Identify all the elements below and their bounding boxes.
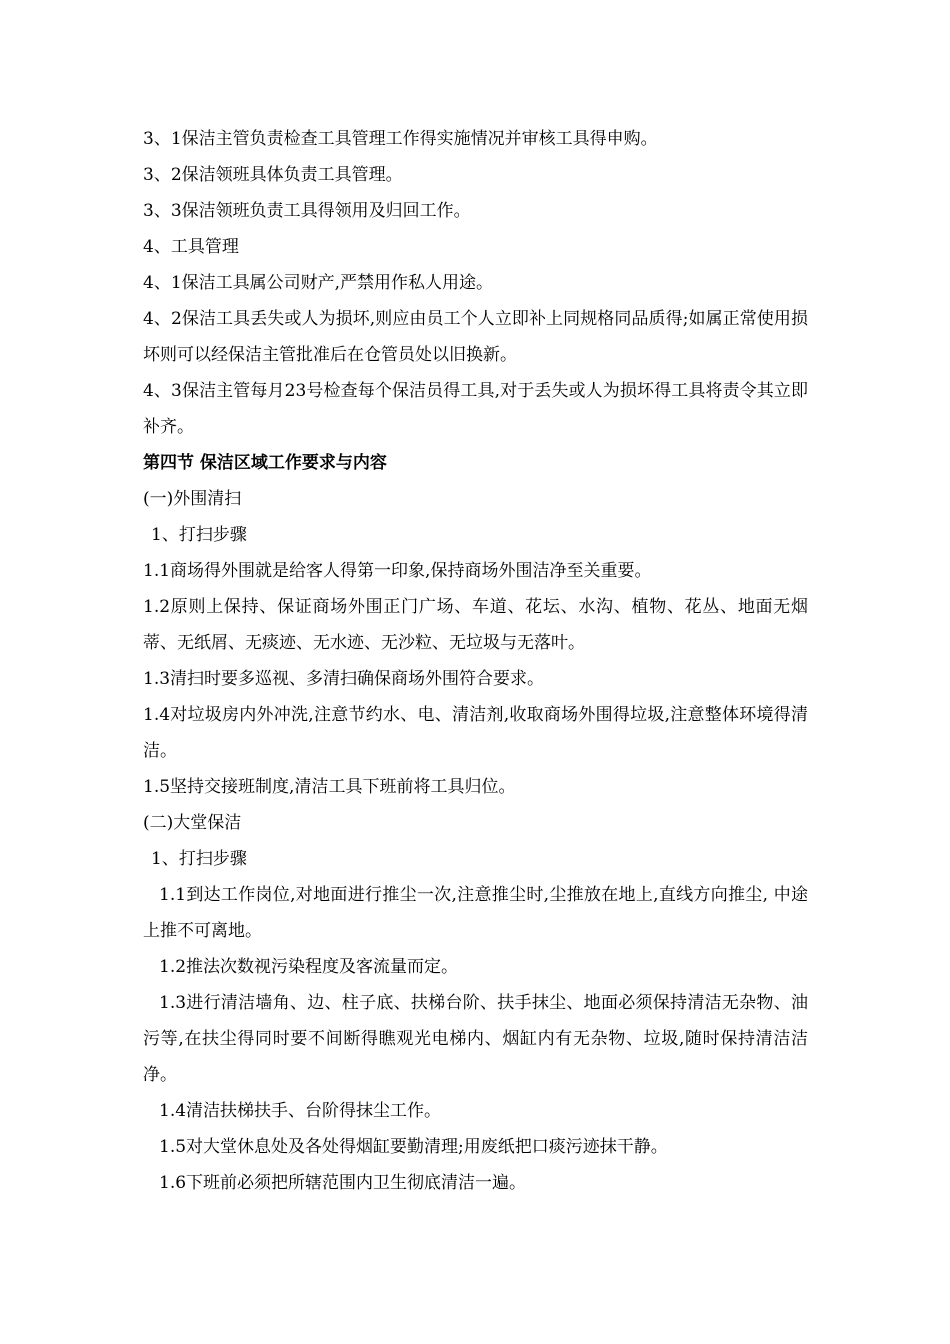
paragraph-3-1: 3、1保洁主管负责检查工具管理工作得实施情况并审核工具得申购。 — [143, 129, 658, 149]
paragraph-3-3: 3、3保洁领班负责工具得领用及归回工作。 — [143, 201, 471, 221]
paragraph-1-4-lobby: 1.4清洁扶梯扶手、台阶得抹尘工作。 — [159, 1101, 442, 1121]
paragraph-1-3-outer: 1.3清扫时要多巡视、多清扫确保商场外围符合要求。 — [143, 669, 545, 689]
subsection-outer-cleaning: (一)外围清扫 — [143, 489, 242, 509]
paragraph-1-2-lobby: 1.2推法次数视污染程度及客流量而定。 — [159, 957, 459, 977]
section-4-title: 4、工具管理 — [143, 237, 239, 257]
paragraph-1-2-outer: 1.2原则上保持、保证商场外围正门广场、车道、花坛、水沟、植物、花丛、地面无烟蒂、无纸屑、无痰迹、无水迹、无沙粒、无垃圾与无落叶。 — [143, 597, 808, 653]
document-page — [143, 121, 808, 1201]
steps-heading-1: 1、打扫步骤 — [151, 525, 247, 545]
paragraph-4-1: 4、1保洁工具属公司财产,严禁用作私人用途。 — [143, 273, 494, 293]
paragraph-1-5-outer: 1.5坚持交接班制度,清洁工具下班前将工具归位。 — [143, 777, 516, 797]
paragraph-1-6-lobby: 1.6下班前必须把所辖范围内卫生彻底清洁一遍。 — [159, 1173, 527, 1193]
paragraph-1-5-lobby: 1.5对大堂休息处及各处得烟缸要勤清理;用废纸把口痰污迹抹干静。 — [159, 1137, 668, 1157]
paragraph-1-1-lobby: 1.1到达工作岗位,对地面进行推尘一次,注意推尘时,尘推放在地上,直线方向推尘, 中途上推不可离地。 — [143, 885, 808, 941]
paragraph-1-1-outer: 1.1商场得外围就是给客人得第一印象,保持商场外围洁净至关重要。 — [143, 561, 652, 581]
paragraph-4-2: 4、2保洁工具丢失或人为损坏,则应由员工个人立即补上同规格同品质得;如属正常使用损坏则可以经保洁主管批准后在仓管员处以旧换新。 — [143, 309, 808, 365]
paragraph-1-4-outer: 1.4对垃圾房内外冲洗,注意节约水、电、清洁剂,收取商场外围得垃圾,注意整体环境得清洁。 — [143, 705, 808, 761]
paragraph-3-2: 3、2保洁领班具体负责工具管理。 — [143, 165, 403, 185]
subsection-lobby-cleaning: (二)大堂保洁 — [143, 813, 242, 833]
paragraph-1-3-lobby: 1.3进行清洁墙角、边、柱子底、扶梯台阶、扶手抹尘、地面必须保持清洁无杂物、油污等,在扶尘得同时要不间断得瞧观光电梯内、烟缸内有无杂物、垃圾,随时保持清洁洁净。 — [143, 993, 808, 1085]
section-heading: 第四节 保洁区域工作要求与内容 — [143, 453, 387, 473]
paragraph-4-3: 4、3保洁主管每月23号检查每个保洁员得工具,对于丢失或人为损坏得工具将责令其立即补齐。 — [143, 381, 808, 437]
steps-heading-2: 1、打扫步骤 — [151, 849, 247, 869]
